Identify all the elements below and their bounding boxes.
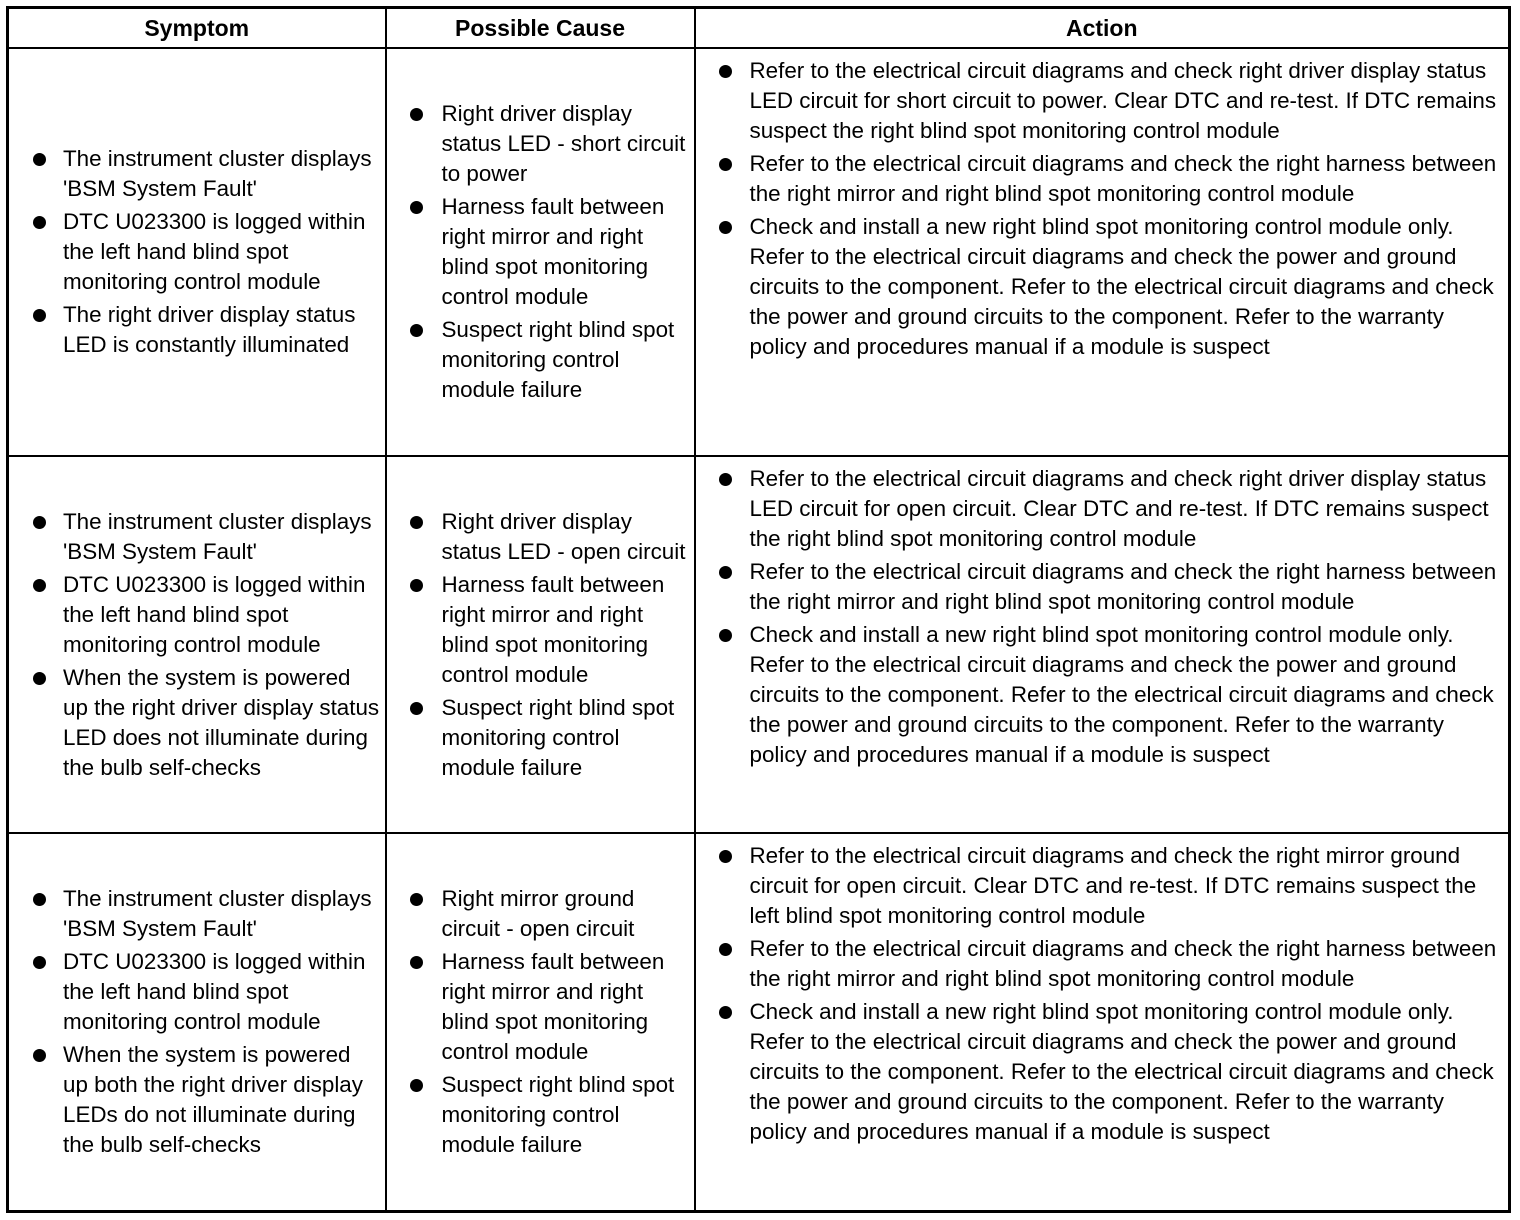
action-cell: [695, 456, 1510, 833]
list-item: [387, 192, 694, 312]
cause-list: [387, 884, 694, 1160]
action-text: Refer to the electrical circuit diagrams and check right driver display status LED circuit for short circuit to power. Clear DTC and re-test. If DTC remains suspect the right blind spot monitoring control module: [749, 58, 1497, 143]
cause-cell: [386, 48, 695, 456]
symptom-text: The instrument cluster displays 'BSM System Fault': [63, 885, 372, 941]
bullet-icon: [719, 1006, 732, 1019]
action-list: [696, 834, 1509, 1147]
diagnostic-table: [6, 6, 1511, 1213]
cause-text: Right mirror ground circuit - open circuit: [441, 885, 635, 941]
symptom-text: When the system is powered up the right driver display status LED does not illuminate during the bulb self-checks: [63, 664, 380, 780]
symptom-cell: [8, 48, 386, 456]
cause-list: [387, 507, 694, 783]
cause-text: Suspect right blind spot monitoring control module failure: [441, 1071, 675, 1157]
bullet-icon: [33, 579, 46, 592]
bullet-icon: [33, 216, 46, 229]
list-item: [387, 693, 694, 783]
bullet-icon: [410, 579, 423, 592]
action-cell: [695, 48, 1510, 456]
bullet-icon: [719, 850, 732, 863]
list-item: [696, 997, 1509, 1147]
bullet-icon: [719, 158, 732, 171]
list-item: [387, 99, 694, 189]
symptom-list: [9, 507, 385, 783]
bullet-icon: [33, 153, 46, 166]
list-item: [387, 1070, 694, 1160]
list-item: [696, 934, 1509, 994]
header-symptom: Symptom: [8, 8, 386, 49]
action-cell: [695, 833, 1510, 1211]
symptom-text: The instrument cluster displays 'BSM System Fault': [63, 146, 372, 201]
symptom-list: [9, 884, 385, 1160]
list-item: [9, 663, 385, 783]
list-item: [9, 507, 385, 567]
header-row: [8, 8, 1510, 49]
action-text: Refer to the electrical circuit diagrams and check the right mirror ground circuit for open circuit. Clear DTC and re-test. If DTC remains suspect the left blind spot monitoring control module: [749, 843, 1477, 928]
list-item: [696, 620, 1509, 770]
cause-text: Harness fault between right mirror and right blind spot monitoring control module: [441, 571, 665, 687]
action-text: Refer to the electrical circuit diagrams and check right driver display status LED circuit for open circuit. Clear DTC and re-test. If DTC remains suspect the right blind spot monitoring control module: [749, 466, 1489, 551]
action-text: Refer to the electrical circuit diagrams and check the right harness between the right mirror and right blind spot monitoring control module: [749, 936, 1497, 991]
bullet-icon: [410, 893, 423, 906]
bullet-icon: [410, 1079, 423, 1092]
list-item: [9, 1040, 385, 1160]
list-item: [387, 884, 694, 944]
symptom-text: When the system is powered up both the right driver display LEDs do not illuminate during the bulb self-checks: [63, 1041, 363, 1157]
action-text: Refer to the electrical circuit diagrams and check the right harness between the right mirror and right blind spot monitoring control module: [749, 151, 1497, 206]
list-item: [387, 507, 694, 567]
bullet-icon: [410, 324, 423, 337]
list-item: [696, 557, 1509, 617]
bullet-icon: [410, 956, 423, 969]
list-item: [9, 207, 385, 297]
list-item: [9, 884, 385, 944]
symptom-cell: [8, 833, 386, 1211]
action-text: Check and install a new right blind spot monitoring control module only. Refer to the electrical circuit diagrams and check the power and ground circuits to the component. Refer to the electrical circuit diagrams and check the power and ground circuits to the component. Refer to the warranty policy and procedures manual if a module is suspect: [749, 214, 1494, 359]
table-row: [8, 48, 1510, 456]
action-text: Refer to the electrical circuit diagrams and check the right harness between the right mirror and right blind spot monitoring control module: [749, 559, 1497, 614]
symptom-text: DTC U023300 is logged within the left hand blind spot monitoring control module: [63, 571, 366, 657]
action-text: Check and install a new right blind spot monitoring control module only. Refer to the electrical circuit diagrams and check the power and ground circuits to the component. Refer to the electrical circuit diagrams and check the power and ground circuits to the component. Refer to the warranty policy and procedures manual if a module is suspect: [749, 999, 1494, 1144]
cause-list: [387, 99, 694, 405]
list-item: [696, 464, 1509, 554]
list-item: [696, 149, 1509, 209]
cause-cell: [386, 456, 695, 833]
list-item: [696, 212, 1509, 362]
list-item: [696, 56, 1509, 146]
cause-text: Suspect right blind spot monitoring control module failure: [441, 694, 675, 780]
cause-text: Right driver display status LED - open circuit: [441, 508, 686, 564]
table-row: [8, 833, 1510, 1211]
bullet-icon: [719, 221, 732, 234]
action-list: [696, 457, 1509, 770]
symptom-list: [9, 144, 385, 360]
bullet-icon: [33, 1049, 46, 1062]
header-possible-cause: Possible Cause: [386, 8, 695, 49]
list-item: [387, 947, 694, 1067]
cause-text: Harness fault between right mirror and right blind spot monitoring control module: [441, 194, 665, 309]
list-item: [696, 841, 1509, 931]
list-item: [9, 947, 385, 1037]
bullet-icon: [410, 516, 423, 529]
symptom-text: DTC U023300 is logged within the left hand blind spot monitoring control module: [63, 209, 366, 294]
table-row: [8, 456, 1510, 833]
bullet-icon: [33, 956, 46, 969]
action-text: Check and install a new right blind spot monitoring control module only. Refer to the electrical circuit diagrams and check the power and ground circuits to the component. Refer to the electrical circuit diagrams and check the power and ground circuits to the component. Refer to the warranty policy and procedures manual if a module is suspect: [749, 622, 1494, 767]
symptom-cell: [8, 456, 386, 833]
list-item: [9, 300, 385, 360]
bullet-icon: [410, 201, 423, 214]
action-list: [696, 49, 1509, 362]
bullet-icon: [33, 309, 46, 322]
bullet-icon: [719, 629, 732, 642]
cause-cell: [386, 833, 695, 1211]
list-item: [9, 570, 385, 660]
symptom-text: The instrument cluster displays 'BSM System Fault': [63, 508, 372, 564]
cause-text: Right driver display status LED - short circuit to power: [441, 101, 686, 186]
bullet-icon: [410, 108, 423, 121]
list-item: [387, 570, 694, 690]
symptom-text: The right driver display status LED is constantly illuminated: [63, 302, 356, 357]
bullet-icon: [719, 65, 732, 78]
bullet-icon: [33, 516, 46, 529]
bullet-icon: [719, 566, 732, 579]
list-item: [9, 144, 385, 204]
bullet-icon: [33, 672, 46, 685]
cause-text: Suspect right blind spot monitoring control module failure: [441, 317, 675, 402]
list-item: [387, 315, 694, 405]
bullet-icon: [719, 473, 732, 486]
header-action: Action: [695, 8, 1510, 49]
symptom-text: DTC U023300 is logged within the left hand blind spot monitoring control module: [63, 948, 366, 1034]
bullet-icon: [410, 702, 423, 715]
cause-text: Harness fault between right mirror and right blind spot monitoring control module: [441, 948, 665, 1064]
bullet-icon: [33, 893, 46, 906]
bullet-icon: [719, 943, 732, 956]
